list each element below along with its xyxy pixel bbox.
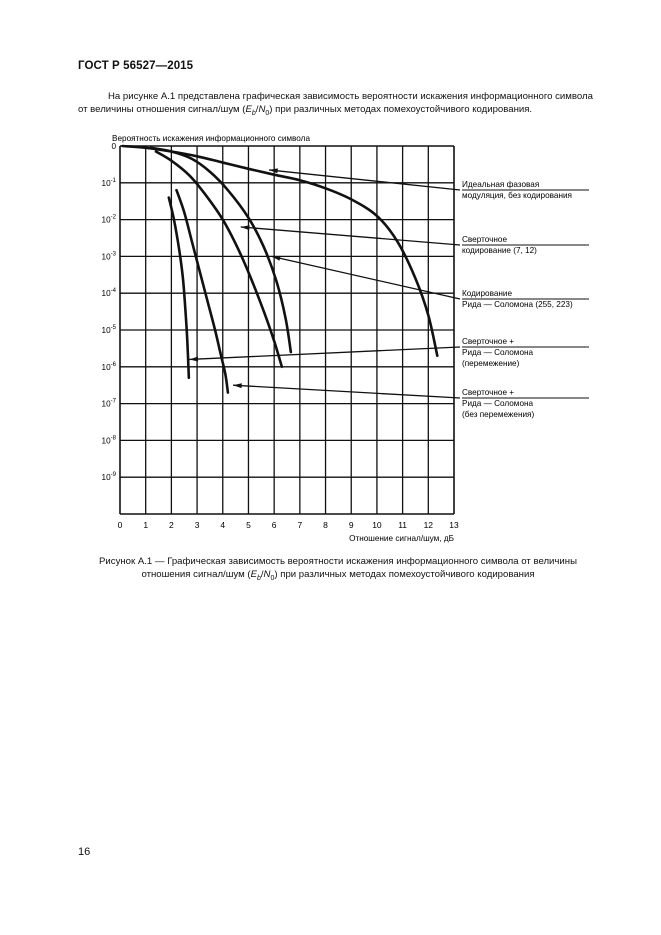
leader-arrowhead	[272, 256, 281, 261]
y-tick-label: $10^{-5}$	[101, 325, 116, 335]
y-tick-label: 0	[111, 142, 116, 151]
page-number: 16	[78, 846, 91, 858]
series-curve-1	[123, 146, 438, 356]
series-label-line: Идеальная фазовая	[462, 180, 540, 189]
y-tick-label: $10^{-3}$	[101, 251, 116, 262]
y-tick-label: $10^{-9}$	[101, 472, 116, 483]
x-tick-label: 10	[372, 520, 382, 530]
document-header: ГОСТ Р 56527—2015	[78, 60, 194, 72]
intro-line-2: от величины отношения сигнал/шум $(E_b/N_0)$ при различных методах помехоустойчивого кодирования.	[78, 104, 533, 117]
x-axis-label: Отношение сигнал/шум, дБ	[349, 534, 454, 543]
y-tick-label: $10^{-4}$	[101, 288, 116, 299]
leader-lines	[189, 168, 460, 398]
x-tick-label: 3	[194, 520, 200, 530]
x-tick-label: 2	[169, 520, 174, 530]
x-tick-label: 7	[297, 520, 303, 530]
x-tick-label: 1	[143, 520, 149, 530]
y-tick-label: $10^{-7}$	[101, 398, 116, 409]
x-tick-labels	[118, 520, 459, 530]
x-tick-label: 0	[117, 520, 123, 530]
series-label-line: кодирование (7, 12)	[462, 246, 537, 255]
series-label-line: Сверточное +	[462, 388, 515, 397]
series-label-line: Сверточное +	[462, 337, 515, 346]
figure-caption	[78, 555, 598, 585]
intro-line-1: На рисунке А.1 представлена графическая зависимость вероятности искажения информационного символа	[108, 91, 593, 102]
series-label-line: (без перемежения)	[462, 410, 535, 419]
y-tick-label: $10^{-8}$	[101, 435, 116, 446]
series-label-line: Кодирование	[462, 289, 513, 298]
x-tick-label: 5	[246, 520, 251, 530]
series-label-line: (перемежение)	[462, 359, 520, 368]
series-label-line: модуляция, без кодирования	[462, 191, 572, 200]
x-tick-label: 12	[423, 520, 434, 530]
y-tick-label: $10^{-6}$	[101, 361, 116, 372]
y-tick-label: $10^{-1}$	[101, 177, 116, 188]
series-label-line: Рида — Соломона	[462, 399, 534, 408]
series-label-line: Рида — Соломона (255, 223)	[462, 300, 573, 309]
series-curve-3	[156, 152, 282, 367]
x-tick-label: 9	[348, 520, 354, 530]
leader-line	[189, 347, 460, 359]
caption-line-2: отношения сигнал/шум $(E_b/N_0)$ при различных методах помехоустойчивого кодирования	[141, 569, 535, 582]
x-tick-label: 4	[220, 520, 226, 530]
series-labels	[462, 180, 589, 419]
y-axis-label: Вероятность искажения информационного символа	[112, 134, 311, 143]
caption-line-1: Рисунок А.1 — Графическая зависимость вероятности искажения информационного символа от величины	[99, 556, 577, 567]
series-label-line: Сверточное	[462, 235, 508, 244]
leader-arrowhead	[189, 357, 198, 362]
x-tick-label: 6	[271, 520, 277, 530]
x-tick-label: 13	[449, 520, 459, 530]
x-tick-label: 11	[398, 520, 408, 530]
y-tick-label: $10^{-2}$	[101, 214, 116, 225]
series-label-line: Рида — Соломона	[462, 348, 534, 357]
x-tick-label: 8	[323, 520, 328, 530]
y-tick-labels	[102, 142, 117, 482]
leader-line	[233, 385, 460, 398]
